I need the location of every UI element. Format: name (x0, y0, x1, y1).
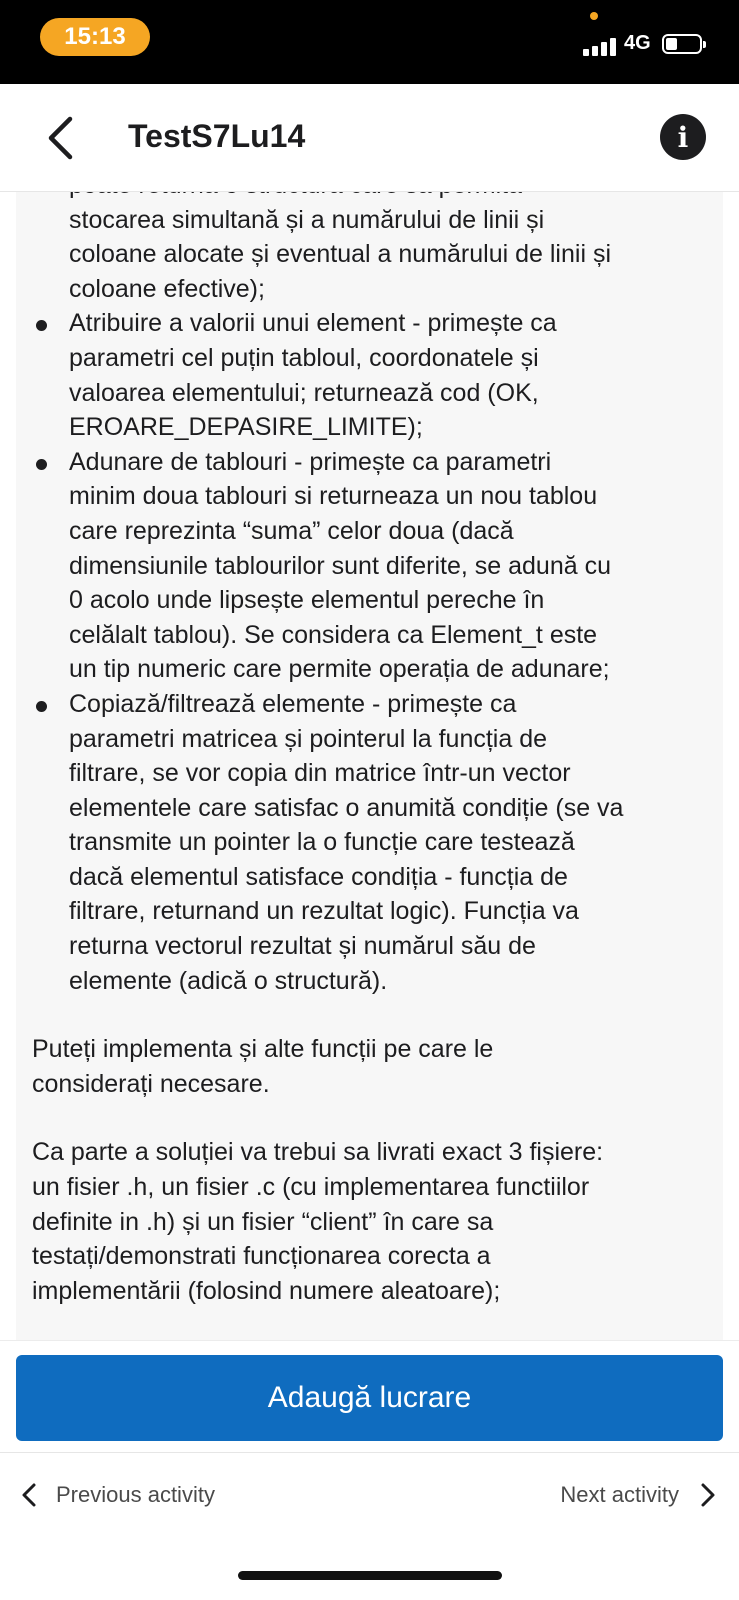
text-line: transmite un pointer la o funcție care testează (69, 828, 575, 857)
text-line: dimensiunile tablourilor sunt diferite, se adună cu (69, 551, 611, 580)
text-line: parametri matricea și pointerul la funcția de (69, 724, 548, 753)
text-line: un tip numeric care permite operația de adunare; (69, 655, 610, 684)
text-line: Atribuire a valorii unui element - primește ca (69, 309, 557, 338)
previous-activity-link[interactable] (22, 1473, 215, 1517)
text-line: Ca parte a soluției va trebui sa livrati exact 3 fișiere: (32, 1138, 604, 1167)
text-line: testați/demonstrati funcționarea corecta a (32, 1242, 491, 1271)
text-line: care reprezinta “suma” celor doua (dacă (69, 516, 514, 545)
chevron-left-icon (45, 116, 75, 160)
text-line: 0 acolo unde lipsește elementul pereche în (69, 586, 545, 615)
description-text (16, 168, 723, 1308)
previous-activity-label: Previous activity (56, 1482, 215, 1507)
chevron-left-icon (22, 1483, 36, 1507)
cellular-signal-icon (583, 36, 619, 56)
paragraph (16, 1135, 723, 1308)
text-line: filtrare, returnand un rezultat logic). Funcția va (69, 897, 579, 926)
bullet-icon (36, 320, 47, 331)
bullet-icon (36, 459, 47, 470)
privacy-indicator-dot (590, 12, 598, 20)
home-indicator (238, 1571, 502, 1580)
chevron-right-icon (701, 1483, 715, 1507)
text-line: parametri cel puțin tabloul, coordonatele și (69, 343, 539, 372)
page-title: TestS7Lu14 (128, 118, 306, 154)
text-line: definite in .h) și un fisier “client” în care sa (32, 1207, 494, 1236)
text-line: filtrare, se vor copia din matrice într-un vector (69, 759, 571, 788)
battery-level (666, 38, 677, 50)
activity-navigation (0, 1452, 739, 1542)
add-submission-button[interactable]: Adaugă lucrare (16, 1355, 723, 1441)
text-line: elementele care satisfac o anumită condiție (se va (69, 793, 624, 822)
info-icon: i (677, 120, 689, 154)
text-line: Puteți implementa și alte funcții pe care le (32, 1035, 494, 1064)
text-line: dacă elementul satisface condiția - funcția de (69, 862, 568, 891)
list-item (16, 445, 723, 687)
text-line: stocarea simultană și a numărului de linii și (69, 205, 545, 234)
next-activity-link[interactable] (560, 1473, 715, 1517)
text-line: celălalt tablou). Se considera ca Element_t este (69, 620, 598, 649)
assignment-description[interactable] (16, 192, 723, 1340)
text-line: coloane alocate și eventual a numărului de linii și (69, 240, 611, 269)
text-line: elemente (adică o structură). (69, 966, 388, 995)
next-activity-label: Next activity (560, 1482, 679, 1507)
bullet-icon (36, 701, 47, 712)
text-line: coloane efective); (69, 274, 265, 303)
text-line: minim doua tablouri si returneaza un nou tablou (69, 482, 598, 511)
text-line: considerați necesare. (32, 1069, 270, 1098)
paragraph (16, 1032, 723, 1101)
list-item (16, 687, 723, 998)
text-line: Copiază/filtrează elemente - primește ca (69, 689, 517, 718)
status-bar (0, 0, 739, 84)
battery-icon (662, 34, 702, 54)
text-line: un fisier .h, un fisier .c (cu implementarea functiilor (32, 1173, 590, 1202)
list-item (16, 306, 723, 444)
status-time: 15:13 (40, 18, 150, 56)
text-line: Adunare de tablouri - primește ca parametri (69, 447, 552, 476)
text-line: returna vectorul rezultat și numărul său de (69, 932, 536, 961)
app-header (0, 84, 739, 192)
back-button[interactable] (30, 108, 90, 168)
text-line: valoarea elementului; returnează cod (OK, (69, 378, 539, 407)
action-area (0, 1340, 739, 1452)
text-line: implementării (folosind numere aleatoare); (32, 1276, 501, 1305)
network-type: 4G (624, 32, 651, 54)
info-button[interactable] (660, 114, 706, 160)
text-line: EROARE_DEPASIRE_LIMITE); (69, 413, 423, 442)
